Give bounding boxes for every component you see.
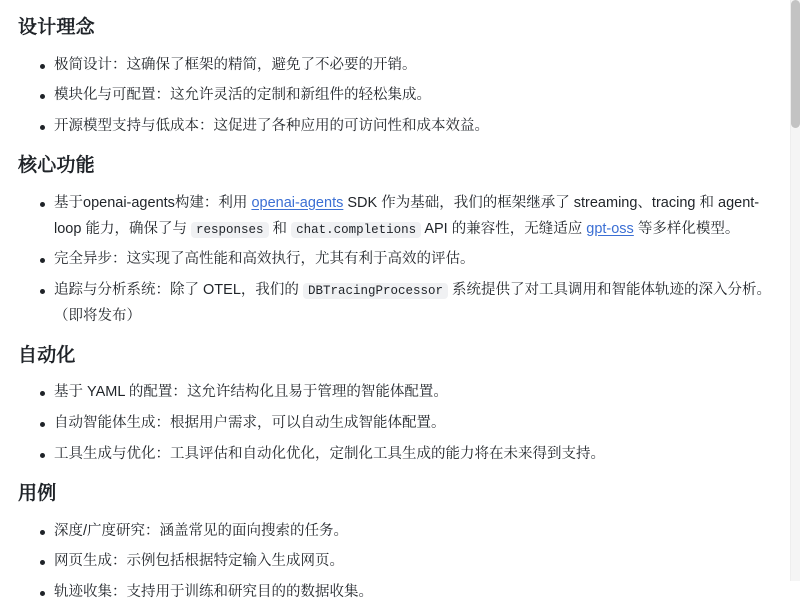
list-item-lead: 极简设计： — [54, 56, 127, 73]
list-item — [40, 278, 782, 330]
list-item-text: 示例包括根据特定输入生成网页。 — [126, 553, 344, 570]
doc-section — [18, 344, 782, 468]
list-item-text: 利用 — [218, 194, 252, 211]
list-item — [40, 380, 782, 406]
list-item — [40, 53, 782, 79]
list-item-text: 这确保了框架的精简，避免了不必要的开销。 — [126, 56, 417, 73]
list-item-text: 等多样化模型。 — [633, 220, 740, 237]
doc-section — [18, 16, 782, 140]
list-item-text: 这实现了高性能和高效执行，尤其有利于高效的评估。 — [126, 251, 475, 268]
list-item-lead: 追踪与分析系统： — [54, 282, 170, 299]
list-item-text: 和 — [268, 220, 292, 237]
inline-code: responses — [191, 222, 269, 238]
doc-section — [18, 154, 782, 330]
list-item-lead: 网页生成： — [54, 553, 127, 570]
bullet-list — [18, 191, 782, 330]
list-item — [40, 580, 782, 606]
vertical-scrollbar-thumb[interactable] — [791, 0, 800, 128]
list-item-text: 工具评估和自动化优化，定制化工具生成的能力将在未来得到支持。 — [170, 446, 605, 463]
section-heading: 设计理念 — [18, 17, 95, 38]
section-heading: 用例 — [18, 482, 57, 504]
list-item-text: 根据用户需求，可以自动生成智能体配置。 — [170, 415, 446, 432]
list-item — [40, 519, 782, 545]
list-item-text: 涵盖常见的面向搜索的任务。 — [159, 522, 349, 539]
list-item-lead: 基于openai-agents构建： — [54, 194, 219, 211]
list-item-lead: 轨迹收集： — [54, 584, 127, 601]
doc-section — [18, 482, 782, 606]
bullet-list — [18, 519, 782, 606]
list-item — [40, 549, 782, 575]
inline-code: DBTracingProcessor — [303, 283, 448, 299]
list-item-text: 这促进了各种应用的可访问性和成本效益。 — [213, 118, 489, 135]
list-item-lead: 工具生成与优化： — [54, 446, 170, 463]
inline-link[interactable]: openai-agents — [251, 194, 344, 211]
list-item-lead: 深度/广度研究： — [54, 522, 160, 539]
list-item-text: 这允许灵活的定制和新组件的轻松集成。 — [170, 87, 431, 104]
inline-link[interactable]: gpt-oss — [586, 220, 634, 237]
section-heading: 核心功能 — [18, 155, 95, 177]
list-item-text: API 的兼容性，无缝适应 — [421, 220, 587, 237]
list-item-text: SDK 作为基础，我们的框架继承了 streaming、tracing 和 agent-loop 能力，确保了与 — [54, 194, 760, 237]
bullet-list — [18, 380, 782, 467]
section-heading: 自动化 — [18, 344, 76, 366]
list-item-lead: 自动智能体生成： — [54, 415, 170, 432]
list-item-lead: 模块化与可配置： — [54, 87, 170, 104]
list-item-text: 除了 OTEL，我们的 — [170, 282, 303, 299]
list-item-lead: 开源模型支持与低成本： — [54, 118, 214, 135]
list-item — [40, 411, 782, 437]
list-item — [40, 83, 782, 109]
list-item — [40, 191, 782, 243]
list-item-text: 系统提供了对工具调用和智能体轨迹的深入分析。（即将发布） — [54, 282, 771, 324]
list-item-lead: 基于 YAML 的配置： — [54, 384, 187, 401]
list-item-text: 这允许结构化且易于管理的智能体配置。 — [186, 384, 448, 401]
vertical-scrollbar-track[interactable] — [790, 0, 800, 581]
list-item — [40, 442, 782, 468]
inline-code: chat.completions — [291, 222, 421, 238]
list-item — [40, 114, 782, 140]
bullet-list — [18, 53, 782, 140]
list-item-text: 支持用于训练和研究目的的数据收集。 — [126, 584, 373, 601]
list-item — [40, 247, 782, 273]
list-item-lead: 完全异步： — [54, 251, 127, 268]
